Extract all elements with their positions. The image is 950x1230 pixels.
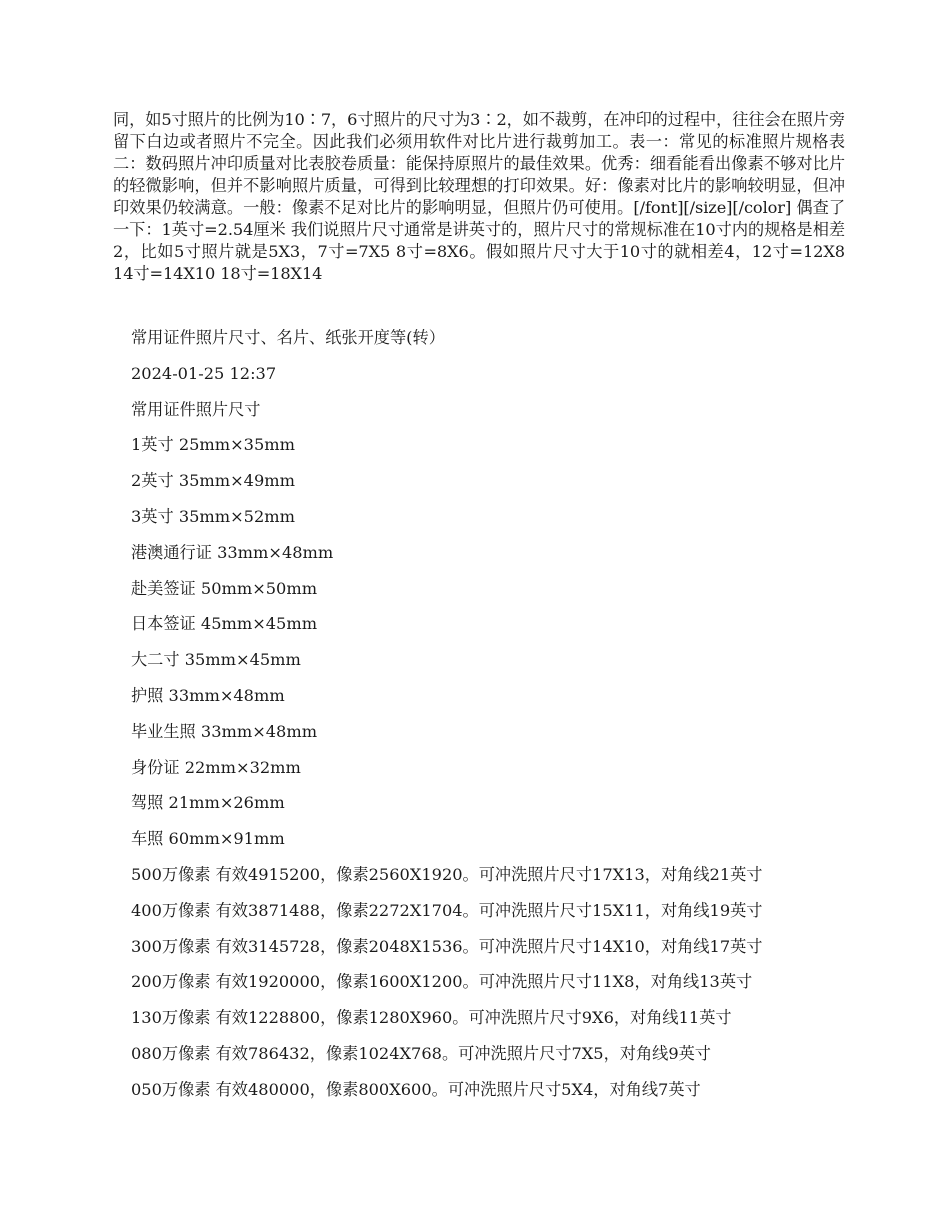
list-item: 护照 33mm×48mm (131, 685, 285, 705)
list-item: 200万像素 有效1920000，像素1600X1200。可冲洗照片尺寸11X8，对角线13英寸 (131, 972, 753, 992)
list-item: 130万像素 有效1228800，像素1280X960。可冲洗照片尺寸9X6，对角线11英寸 (131, 1008, 732, 1028)
list-item: 身份证 22mm×32mm (131, 757, 301, 777)
list-item: 日本签证 45mm×45mm (131, 614, 318, 634)
list-item: 车照 60mm×91mm (131, 829, 285, 849)
list-item: 3英寸 35mm×52mm (131, 506, 295, 526)
content-lines (131, 320, 891, 1108)
list-item: 赴美签证 50mm×50mm (131, 578, 318, 598)
list-item: 500万像素 有效4915200，像素2560X1920。可冲洗照片尺寸17X13，对角线21英寸 (131, 864, 763, 884)
intro-paragraph: 同，如5寸照片的比例为10∶7，6寸照片的尺寸为3∶2，如不裁剪，在冲印的过程中，往往会在照片旁留下白边或者照片不完全。因此我们必须用软件对比片进行裁剪加工。表一：常见的标准照片规格表二：数码照片冲印质量对比表胶卷质量：能保持原照片的最佳效果。优秀：细看能看出像素不够对比片的轻微影响，但并不影响照片质量，可得到比较理想的打印效果。好：像素对比片的影响较明显，但冲印效果仍较满意。一般：像素不足对比片的影响明显，但照片仍可使用。[/font][/size][/color] 偶查了一下：1英寸=2.54厘米 我们说照片尺寸通常是讲英寸的，照片尺寸的常规标准在10寸内的规格是相差2，比如5寸照片就是5X3，7寸=7X5 8寸=8X6。假如照片尺寸大于10寸的就相差4，12寸=12X8 14寸=14X10 18寸=18X14 (113, 110, 845, 283)
list-item: 港澳通行证 33mm×48mm (131, 542, 334, 562)
list-item: 大二寸 35mm×45mm (131, 650, 301, 670)
list-item: 050万像素 有效480000，像素800X600。可冲洗照片尺寸5X4，对角线7英寸 (131, 1079, 701, 1099)
article-timestamp: 2024-01-25 12:37 (131, 363, 277, 383)
list-item: 300万像素 有效3145728，像素2048X1536。可冲洗照片尺寸14X10，对角线17英寸 (131, 936, 763, 956)
section-heading: 常用证件照片尺寸 (131, 399, 261, 419)
article-title: 常用证件照片尺寸、名片、纸张开度等(转） (131, 328, 445, 347)
list-item: 400万像素 有效3871488，像素2272X1704。可冲洗照片尺寸15X11，对角线19英寸 (131, 900, 763, 920)
list-item: 毕业生照 33mm×48mm (131, 721, 318, 741)
list-item: 080万像素 有效786432，像素1024X768。可冲洗照片尺寸7X5，对角线9英寸 (131, 1043, 711, 1063)
list-item: 驾照 21mm×26mm (131, 793, 285, 813)
list-item: 1英寸 25mm×35mm (131, 435, 295, 455)
list-item: 2英寸 35mm×49mm (131, 471, 295, 491)
